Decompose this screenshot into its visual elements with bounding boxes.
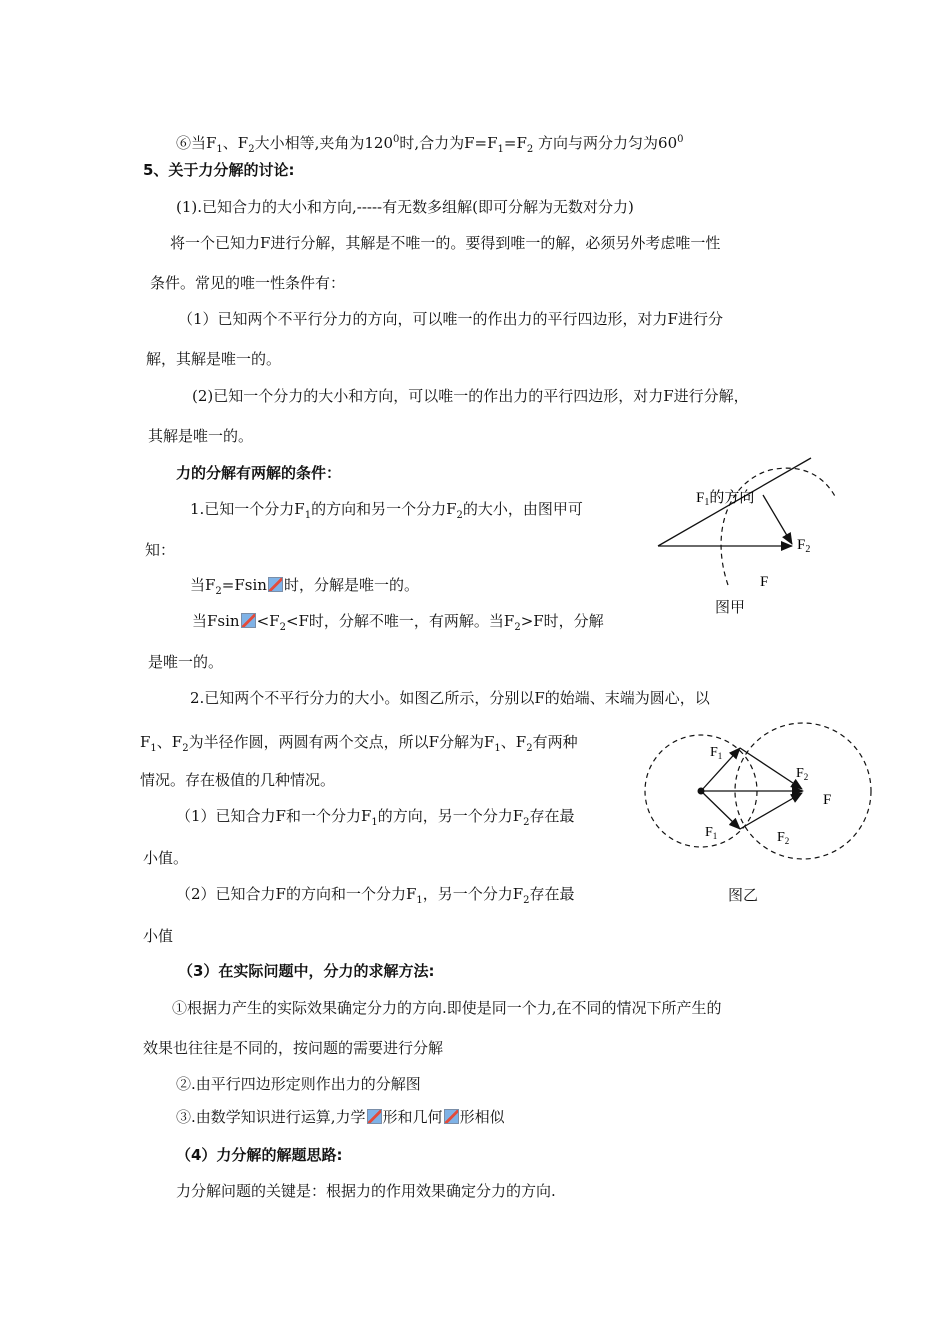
superscript: 0 [677, 134, 684, 145]
figure-jia-caption: 图甲 [715, 598, 746, 616]
paragraph-line: ②.由平行四边形定则作出力的分解图 [176, 1075, 421, 1093]
paragraph-line: 小值。 [143, 849, 189, 867]
section-heading: 5、关于力分解的讨论: [143, 161, 295, 179]
f1-top-label: $F_1$ [710, 745, 723, 761]
paragraph-line: 是唯一的。 [148, 653, 224, 671]
subscript: 2 [215, 586, 222, 597]
text: 当Fsin [192, 612, 240, 630]
subscript: 2 [279, 622, 286, 633]
paragraph-line: （1）已知两个不平行分力的方向，可以唯一的作出力的平行四边形，对力F进行分 [178, 310, 723, 328]
text: >F时，分解 [520, 612, 604, 630]
subheading: （4）力分解的解题思路: [176, 1146, 343, 1164]
paragraph-line: 小值 [143, 927, 174, 945]
f2-label: $F_2$ [797, 537, 811, 555]
text: ③.由数学知识进行运算,力学 [176, 1108, 366, 1126]
subscript: 2 [456, 510, 463, 521]
paragraph-line: 力分解问题的关键是：根据力的作用效果确定分力的方向. [176, 1182, 556, 1200]
dashed-arc [721, 468, 836, 585]
f2-top-label: $F_2$ [796, 766, 809, 782]
paragraph-line: (2)已知一个分力的大小和方向，可以唯一的作出力的平行四边形，对力F进行分解， [192, 387, 749, 405]
f2-bottom-arrow [740, 793, 802, 829]
text: 、F [500, 733, 527, 751]
text: 方向与两分力匀为60 [533, 134, 678, 152]
text: 为半径作圆，两圆有两个交点，所以F分解为F [188, 733, 495, 751]
text: 当F [190, 576, 216, 594]
subheading: 力的分解有两解的条件： [176, 464, 342, 482]
f2-bottom-label: $F_2$ [777, 830, 790, 846]
text: 的大小，由图甲可 [462, 500, 583, 518]
paragraph-line: 效果也往往是不同的，按问题的需要进行分解 [143, 1039, 444, 1057]
subscript: 2 [526, 743, 533, 754]
text: 形和几何 [382, 1108, 443, 1126]
subscript: 2 [514, 622, 521, 633]
paragraph-line: 2.已知两个不平行分力的大小。如图乙所示，分别以F的始端、末端为圆心，以 [190, 689, 710, 707]
f-label: F [760, 574, 769, 590]
broken-image-icon [444, 1109, 459, 1124]
text: <F时，分解不唯一，有两解。当F [285, 612, 515, 630]
paragraph-line [192, 611, 604, 631]
subscript: 1 [497, 144, 504, 155]
text: 大小相等,夹角为120 [254, 134, 393, 152]
paragraph-line [190, 575, 419, 595]
subscript: 1 [304, 510, 312, 521]
paragraph-line: 解，其解是唯一的。 [146, 350, 282, 368]
text: =F [503, 134, 527, 152]
figure-yi [630, 712, 880, 882]
text: 时,合力为F=F [399, 134, 498, 152]
paragraph-line [176, 884, 575, 904]
figure-jia [640, 440, 860, 620]
paragraph-line: 其解是唯一的。 [148, 427, 254, 445]
text: 时，分解是唯一的。 [283, 576, 419, 594]
broken-image-icon [241, 613, 256, 628]
subscript: 1 [416, 895, 423, 906]
text: 存在最 [529, 885, 575, 903]
f1-direction-label: $F_1$的方向 [696, 490, 755, 508]
text: =Fsin [221, 576, 267, 594]
paragraph-line: 将一个已知力F进行分解，其解是不唯一的。要得到唯一的解，必须另外考虑唯一性 [170, 234, 721, 252]
broken-image-icon [268, 577, 283, 592]
subscript: 2 [248, 144, 255, 155]
text: 、F [156, 733, 183, 751]
paragraph-line [176, 806, 575, 826]
text: ⑥当F [176, 134, 217, 152]
subscript: 2 [523, 895, 530, 906]
text: 存在最 [529, 807, 575, 825]
subscript: 1 [150, 743, 157, 754]
superscript: 0 [393, 134, 400, 145]
paragraph-line: 知： [145, 541, 176, 559]
paragraph-line: (1).已知合力的大小和方向,-----有无数多组解(即可分解为无数对分力) [176, 198, 634, 216]
paragraph-line [190, 499, 583, 519]
text: <F [256, 612, 280, 630]
text: 的方向和另一个分力F [311, 500, 457, 518]
line-equal-forces [176, 133, 684, 153]
f1-bottom-label: $F_1$ [705, 825, 718, 841]
text: 形相似 [459, 1108, 505, 1126]
f2-arrow [763, 495, 792, 544]
subheading: （3）在实际问题中，分力的求解方法: [178, 962, 435, 980]
f1-bottom-arrow [701, 791, 740, 829]
paragraph-line: 条件。常见的唯一性条件有： [150, 274, 346, 292]
subscript: 2 [182, 743, 189, 754]
paragraph-line: ①根据力产生的实际效果确定分力的方向.即使是同一个力,在不同的情况下所产生的 [172, 999, 722, 1017]
broken-image-icon [367, 1109, 382, 1124]
text: ，另一个分力F [422, 885, 524, 903]
text: 、F [222, 134, 249, 152]
text: 有两种 [532, 733, 578, 751]
subscript: 1 [371, 817, 378, 828]
paragraph-line: 情况。存在极值的几种情况。 [140, 771, 336, 789]
text: F [140, 733, 151, 751]
subscript: 1 [216, 144, 223, 155]
paragraph-line [176, 1107, 505, 1127]
text: 1.已知一个分力F [190, 500, 305, 518]
text: （1）已知合力F和一个分力F [176, 807, 372, 825]
text: （2）已知合力F的方向和一个分力F [176, 885, 417, 903]
subscript: 1 [494, 743, 501, 754]
paragraph-line [140, 732, 578, 752]
text: 的方向，另一个分力F [377, 807, 524, 825]
f2-top-arrow [740, 748, 802, 789]
f-label: F [823, 792, 832, 808]
subscript: 2 [526, 144, 534, 155]
figure-yi-caption: 图乙 [728, 886, 759, 904]
subscript: 2 [523, 817, 530, 828]
